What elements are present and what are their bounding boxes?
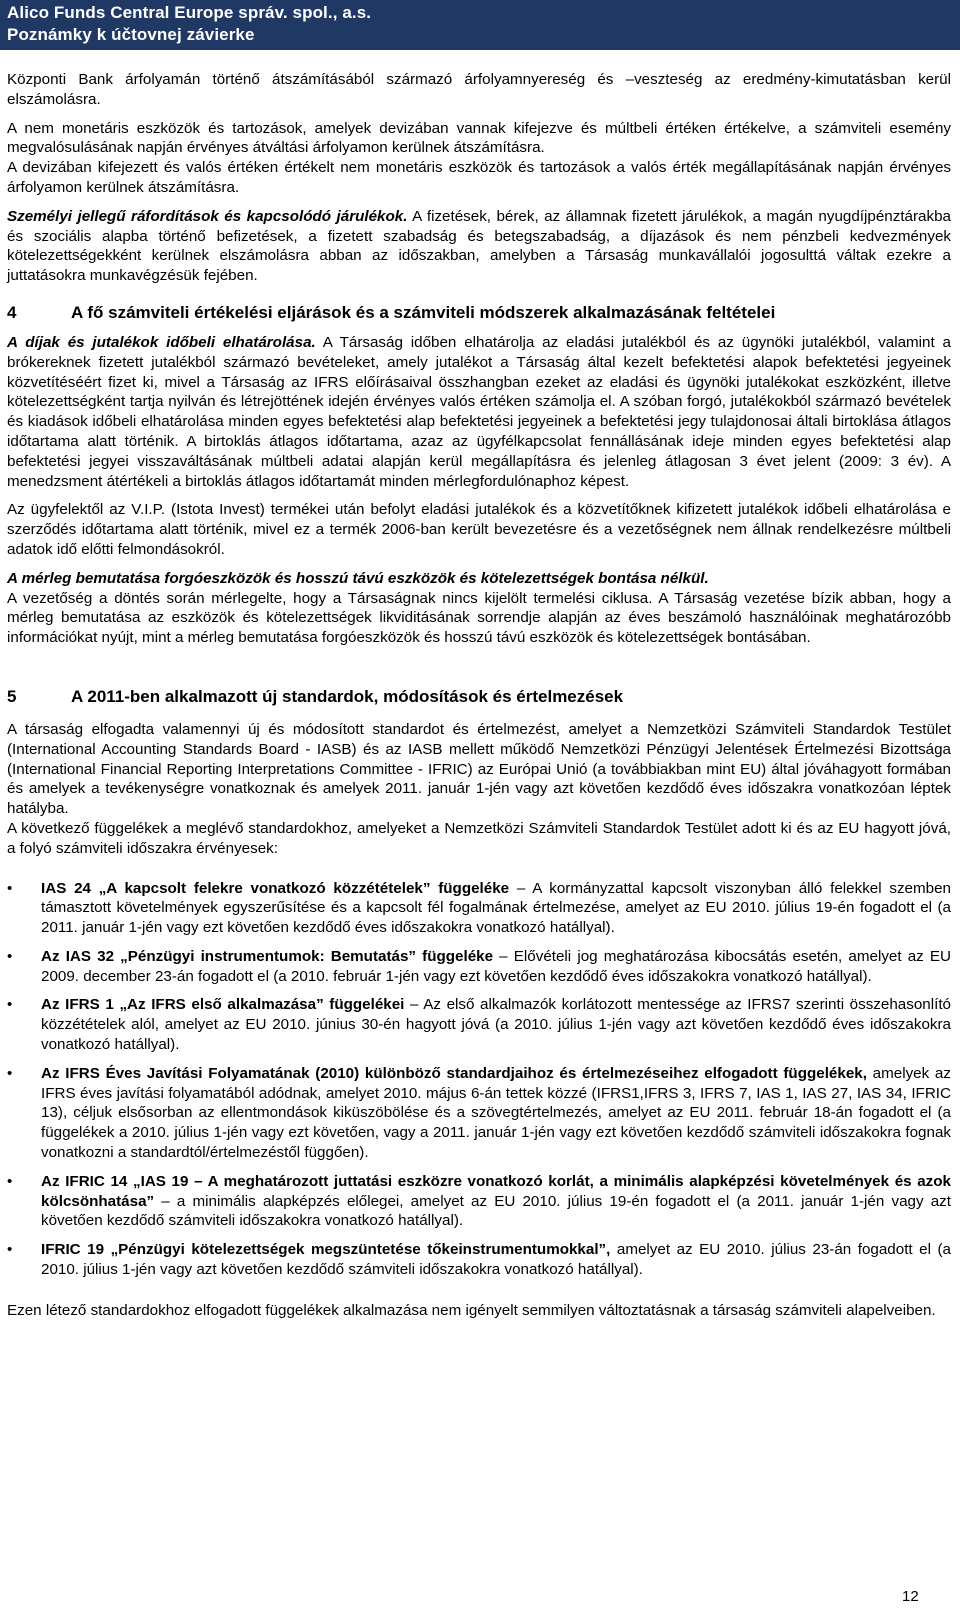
bullet-icon: • (7, 879, 13, 897)
section-heading-4 (7, 302, 951, 324)
paragraph-text: A Társaság időben elhatárolja az eladási jutalékból és az ügynöki jutalékból, valamint a brókereknek fizetett jutalékból származó bevételeket, amely jutalékot a Társaság által kezelt befektetési alapok befektetési jegyeinek közvetítéséért fizet ki, mivel a Társaság az IFRS előírásaival összhangban ezeket az eladási és ügynöki jutalékokat eszközként, illetve kötelezettségként tartja nyilván és létrejöttének idején érvényes valós értéken számolja el. A szóban forgó, jutalékokból származó bevételek és kiadások időbeli elhatárolása minden egyes befektetési alap befektetési jegyeinek a befektetési jegy tulajdonosai általi birtoklása átlagos időtartama alatt történik. A birtoklás átlagos időtartama, azaz az ügyfélkapcsolat fennállásának ideje minden egyes befektetési alap befektetési jegyei visszaváltásának múltbeli adatai alapján kerül megállapításra és jelenleg átlagosan 3 évet jelent (2009: 3 év). A menedzsment átértékeli a birtoklás átlagos időtartamát minden mérlegfordulónaphoz képest. (7, 333, 951, 490)
list-item-text: – a minimális alapképzés előlegei, amelyet az EU 2010. július 19-én fogadott el (a 2011. január 1-jén vagy azt követően kezdődő számviteli időszakokra vonatkozó hatállyal). (41, 1192, 951, 1230)
list-item (7, 947, 951, 987)
bullet-icon: • (7, 947, 13, 965)
document-body (7, 70, 951, 1321)
section-number: 4 (7, 302, 17, 322)
paragraph-vip-product: Az ügyfelektől az V.I.P. (Istota Invest) termékei után befolyt eladási jutalékok és a közvetítőknek kifizetett jutalékok időbeli elhatárolása e szerződés időtartama alatt történik, mivel ez a termék 2006-ban került bevezetésre és a vezetőségnek nem állnak rendelkezésre múltbeli adatok idő előtti felmondásokról. (7, 501, 951, 558)
paragraph-conclusion: Ezen létező standardokhoz elfogadott függelékek alkalmazása nem igényelt semmilyen változtatásnak a társaság számviteli alapelveiben. (7, 1301, 936, 1319)
paragraph-personnel-costs (7, 207, 951, 286)
paragraph-lead: A díjak és jutalékok időbeli elhatárolása. (7, 333, 316, 351)
list-item-title: Az IFRS Éves Javítási Folyamatának (2010) különböző standardjaihoz és értelmezéseihez elfogadott függelékek, (41, 1064, 867, 1082)
paragraph-amendments-intro: A következő függelékek a meglévő standardokhoz, amelyeket a Nemzetközi Számviteli Standardok Testület adott ki és az EU hagyott jóvá, a folyó számviteli időszakra érvényesek: (7, 819, 951, 857)
list-item-text: – Elővételi jog meghatározása kibocsátás esetén, amelyet az EU 2009. december 23-án fogadott el (a 2010. február 1-jén vagy ezt követően kezdődő éves időszakokra vonatkozó hatállyal). (41, 947, 951, 985)
list-item-title: Az IAS 32 „Pénzügyi instrumentumok: Bemutatás” függeléke (41, 947, 494, 965)
list-item (7, 1064, 951, 1163)
bullet-icon: • (7, 996, 13, 1014)
list-item-title: Az IFRIC 14 „IAS 19 – A meghatározott juttatási eszközre vonatkozó korlát, a minimális alapképzési követelmények és azok kölcsönhatása” (41, 1172, 951, 1210)
list-item-text: – Az első alkalmazók korlátozott mentessége az IFRS7 szerinti összehasonlító közzétételek alól, amelyet az EU 2010. június 30-én hagyott jóvá (a 2010. július 1-jén vagy azt követően kezdődő éves időszakokra vonatkozó hatállyal). (41, 996, 951, 1054)
list-item (7, 1240, 951, 1280)
paragraph-balance-sheet: A vezetőség a döntés során mérlegelte, hogy a Társaságnak nincs kijelölt termelési ciklusa. A Társaság vezetése bízik abban, hogy a mérleg bemutatása az eszközök és kötelezettségek likviditásának sorrendje alapján az éves beszámoló használóinak meghatározóbb információkat nyújt, mint a mérleg bemutatása forgóeszközök és hosszú távú eszközök és kötelezettségek bontásában. (7, 589, 951, 647)
amendments-list (7, 879, 951, 1280)
paragraph-lead: Személyi jellegű ráfordítások és kapcsolódó járulékok. (7, 207, 408, 225)
paragraph-nonmonetary-fair-value: A devizában kifejezett és valós értéken értékelt nem monetáris eszközök és tartozások a valós érték megállapításának napján érvényes árfolyamon kerülnek átszámításra. (7, 159, 951, 196)
section-title: A fő számviteli értékelési eljárások és a számviteli módszerek alkalmazásának feltételei (71, 302, 776, 322)
list-item (7, 879, 951, 938)
list-item-title: Az IFRS 1 „Az IFRS első alkalmazása” függelékei (41, 996, 405, 1014)
paragraph-fee-deferral (7, 333, 951, 491)
list-item-text: amelyet az EU 2010. július 23-án fogadott el (a 2010. július 1-jén vagy azt követően kezdődő számviteli időszakokra vonatkozó hatállyal). (41, 1241, 951, 1279)
list-item-text: amelyek az IFRS éves javítási folyamatából adódnak, amelyet 2010. május 6-án tettek közzé (IFRS1,IFRS 3, IFRS 7, IAS 1, IAS 27, IAS 34, IFRIC 13), céljuk elsősorban az ellentmondások kiküszöbölése és a szövegtértelmezés, amelyet az EU 2011. február 18-án fogadott el (a függelékek a 2010. július 1-jén vagy ezt követően, vagy a 2011. január 1-jén vagy ezt követően kezdődő számviteli időszakokra fognak vonatkozni a standardtól/értelmezéstől függően). (41, 1064, 951, 1162)
paragraph-nonmonetary-historical: A nem monetáris eszközök és tartozások, amelyek devizában vannak kifejezve és múltbeli értéken értékelve, a számviteli esemény megvalósulásának napján érvényes átváltási árfolyamon kerülnek átszámításra. (7, 119, 951, 157)
company-name: Alico Funds Central Europe správ. spol., a.s. (7, 3, 372, 22)
section-title: A 2011-ben alkalmazott új standardok, módosítások és értelmezések (71, 686, 624, 706)
list-item (7, 1172, 951, 1231)
bullet-icon: • (7, 1172, 13, 1190)
section-heading-5 (7, 686, 951, 708)
bullet-icon: • (7, 1064, 13, 1082)
paragraph-text: A fizetések, bérek, az államnak fizetett járulékok, a magán nyugdíjpénztárakba és szociális alapba történő befizetések, a fizetett szabadság és betegszabadság, a díjazások és nem pénzbeli kedvezmények kötelezettségekként kerülnek elszámolásra abban az időszakban, amelyben a Társaság munkavállalói jogosulttá váltak ezekre a juttatásokra munkavégzésük fejében. (7, 207, 951, 285)
bullet-icon: • (7, 1241, 13, 1259)
document-title: Poznámky k účtovnej závierke (7, 25, 255, 44)
paragraph-balance-sheet-heading: A mérleg bemutatása forgóeszközök és hosszú távú eszközök és kötelezettségek bontása nélkül. (7, 569, 709, 587)
list-item-title: IFRIC 19 „Pénzügyi kötelezettségek megszüntetése tőkeinstrumentumokkal”, (41, 1241, 611, 1259)
list-item (7, 995, 951, 1054)
section-number: 5 (7, 686, 17, 706)
list-item-title: IAS 24 „A kapcsolt felekre vonatkozó közzétételek” függeléke (41, 879, 510, 897)
paragraph-new-standards: A társaság elfogadta valamennyi új és módosított standardot és értelmezést, amelyet a Nemzetközi Számviteli Standardok Testület (International Accounting Standards Board - IASB) és az IASB mellett működő Nemzetközi Pénzügyi Jelentések Értelmezési Bizottsága (International Financial Reporting Interpretations Committee - IFRIC) az Európai Unió (a továbbiakban mint EU) által jóváhagyott formában és amelyek a tevékenységre vonatkoznak és amelyek 2011. január 1-jén vagy azt követően kezdődő éves időszakra vonatkozóan léptek hatályba. (7, 720, 951, 818)
paragraph-fx-gains: Központi Bank árfolyamán történő átszámításából származó árfolyamnyereség és –veszteség az eredmény-kimutatásban kerül elszámolásra. (7, 71, 951, 108)
document-header (0, 0, 960, 50)
list-item-text: – A kormányzattal kapcsolt viszonyban álló felekkel szemben támasztott követelmények egyszerűsítése és a kapcsolt fél fogalmának értelmezése, amelyet az EU 2010. július 19-én fogadott el (a 2011. január 1-jén vagy ezt követően kezdődő éves időszakokra vonatkozó hatállyal). (41, 879, 951, 937)
page-number: 12 (902, 1588, 919, 1605)
